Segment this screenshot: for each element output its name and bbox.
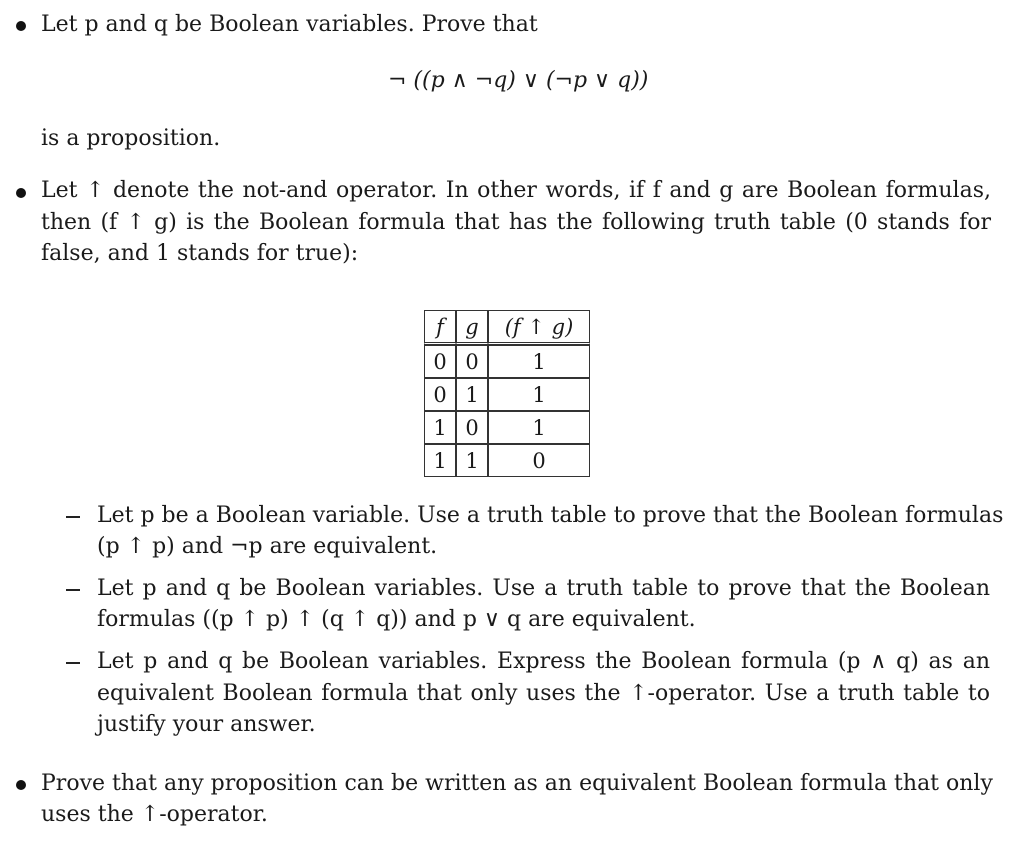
cell: 0 [424, 345, 456, 378]
cell: 1 [456, 378, 488, 411]
item1-formula: ¬ ((p ∧ ¬q) ∨ (¬p ∨ q)) [388, 68, 649, 93]
sub1-line1: Let p be a Boolean variable. Use a truth table to prove that the Boolean formulas [97, 503, 1004, 528]
table-row [424, 411, 590, 444]
cell: 1 [488, 411, 590, 444]
sub3-line2: equivalent Boolean formula that only uses the ↑-operator. Use a truth table to [97, 681, 990, 706]
cell: 1 [456, 444, 488, 477]
cell: 1 [488, 378, 590, 411]
dash-3 [66, 662, 80, 664]
header-f: f [424, 310, 456, 345]
cell: 0 [456, 411, 488, 444]
cell: 0 [488, 444, 590, 477]
cell: 0 [456, 345, 488, 378]
truth-table [424, 310, 590, 477]
dash-1 [66, 516, 80, 518]
cell: 0 [424, 378, 456, 411]
header-g: g [456, 310, 488, 345]
header-f-nand-g: (f ↑ g) [488, 310, 590, 345]
item3-line1: Prove that any proposition can be written as an equivalent Boolean formula that only [41, 771, 993, 796]
item1-line1: Let p and q be Boolean variables. Prove that [41, 12, 538, 37]
sub2-line2: formulas ((p ↑ p) ↑ (q ↑ q)) and p ∨ q are equivalent. [97, 607, 696, 632]
cell: 1 [424, 411, 456, 444]
table-row [424, 345, 590, 378]
cell: 1 [488, 345, 590, 378]
item2-line2: then (f ↑ g) is the Boolean formula that has the following truth table (0 stands for [41, 210, 991, 235]
item1-line2: is a proposition. [41, 126, 221, 151]
table-row [424, 444, 590, 477]
dash-2 [66, 589, 80, 591]
bullet-3 [16, 780, 26, 790]
item2-line1: Let ↑ denote the not-and operator. In other words, if f and g are Boolean formulas, [41, 178, 991, 203]
bullet-2 [16, 188, 26, 198]
sub3-line3: justify your answer. [97, 712, 316, 737]
item3-line2: uses the ↑-operator. [41, 802, 268, 827]
truth-table-header [424, 310, 590, 345]
bullet-1 [16, 21, 26, 31]
item2-line3: false, and 1 stands for true): [41, 241, 359, 266]
sub2-line1: Let p and q be Boolean variables. Use a truth table to prove that the Boolean [97, 576, 990, 601]
sub1-line2: (p ↑ p) and ¬p are equivalent. [97, 534, 438, 559]
table-row [424, 378, 590, 411]
cell: 1 [424, 444, 456, 477]
sub3-line1: Let p and q be Boolean variables. Express the Boolean formula (p ∧ q) as an [97, 649, 990, 674]
